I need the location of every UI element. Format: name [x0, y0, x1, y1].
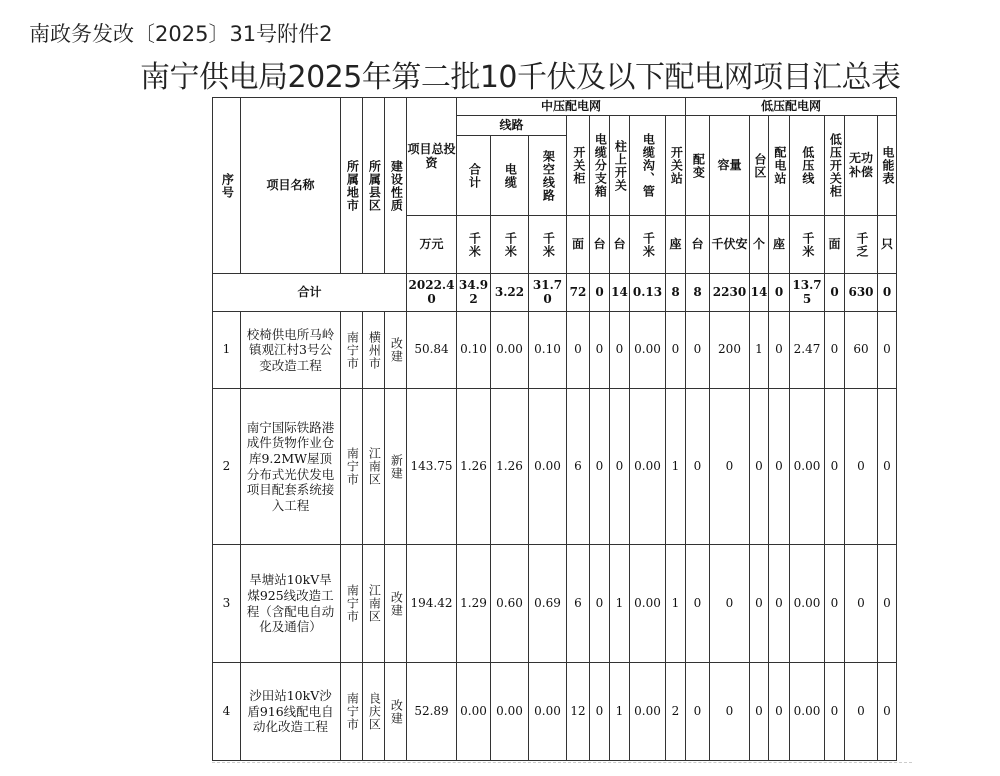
row-transformer: 0 — [686, 312, 710, 389]
row-line-cable: 0.60 — [491, 545, 529, 663]
unit-meter: 只 — [878, 216, 897, 274]
table-row — [213, 312, 897, 389]
row-line-total: 0.10 — [457, 312, 491, 389]
row-reactive: 0 — [845, 389, 878, 545]
row-city: 南宁市 — [341, 389, 363, 545]
row-line-overhead: 0.69 — [529, 545, 567, 663]
row-cable-box: 0 — [590, 312, 610, 389]
row-pole-switch: 1 — [610, 545, 630, 663]
header-seq: 序号 — [213, 98, 241, 274]
row-project-name: 校椅供电所马岭镇观江村3号公变改造工程 — [241, 312, 341, 389]
row-capacity: 0 — [710, 389, 750, 545]
total-lv-switchgear: 0 — [825, 274, 845, 312]
unit-cable-box: 台 — [590, 216, 610, 274]
unit-overhead: 千米 — [529, 216, 567, 274]
total-area: 14 — [750, 274, 769, 312]
row-project-name: 沙田站10kV沙盾916线配电自动化改造工程 — [241, 663, 341, 761]
row-reactive: 0 — [845, 545, 878, 663]
row-switch-station: 1 — [666, 389, 686, 545]
header-county: 所属县区 — [363, 98, 385, 274]
row-lv-line: 0.00 — [790, 389, 825, 545]
row-line-cable: 0.00 — [491, 312, 529, 389]
row-nature: 改建 — [385, 312, 407, 389]
total-line-cable: 3.22 — [491, 274, 529, 312]
row-dist-room: 0 — [769, 545, 790, 663]
row-pole-switch: 0 — [610, 389, 630, 545]
row-seq: 4 — [213, 663, 241, 761]
row-meter: 0 — [878, 545, 897, 663]
row-dist-room: 0 — [769, 312, 790, 389]
row-transformer: 0 — [686, 389, 710, 545]
header-lv-line: 低压线 — [790, 116, 825, 216]
row-lv-line: 2.47 — [790, 312, 825, 389]
row-seq: 2 — [213, 389, 241, 545]
row-county: 江南区 — [363, 545, 385, 663]
header-switchgear: 开关柜 — [567, 116, 590, 216]
total-switchgear: 72 — [567, 274, 590, 312]
unit-invest: 万元 — [407, 216, 457, 274]
row-switchgear: 6 — [567, 545, 590, 663]
row-county: 良庆区 — [363, 663, 385, 761]
row-line-overhead: 0.00 — [529, 663, 567, 761]
row-seq: 3 — [213, 545, 241, 663]
row-capacity: 200 — [710, 312, 750, 389]
unit-switchgear: 面 — [567, 216, 590, 274]
header-capacity: 容量 — [710, 116, 750, 216]
row-line-cable: 0.00 — [491, 663, 529, 761]
row-area: 1 — [750, 312, 769, 389]
row-lv-switchgear: 0 — [825, 389, 845, 545]
row-cable-box: 0 — [590, 663, 610, 761]
header-pole-switch: 柱上开关 — [610, 116, 630, 216]
row-pole-switch: 1 — [610, 663, 630, 761]
header-nature: 建设性质 — [385, 98, 407, 274]
header-line-group: 线路 — [457, 116, 567, 136]
row-area: 0 — [750, 389, 769, 545]
total-capacity: 2230 — [710, 274, 750, 312]
unit-switch-station: 座 — [666, 216, 686, 274]
header-cable-box: 电缆分支箱 — [590, 116, 610, 216]
row-dist-room: 0 — [769, 663, 790, 761]
unit-area: 个 — [750, 216, 769, 274]
header-trench: 电缆沟、管 — [630, 116, 666, 216]
unit-cable: 千米 — [491, 216, 529, 274]
header-mv-group: 中压配电网 — [457, 98, 686, 116]
row-cable-box: 0 — [590, 389, 610, 545]
total-meter: 0 — [878, 274, 897, 312]
row-switchgear: 12 — [567, 663, 590, 761]
row-cable-box: 0 — [590, 545, 610, 663]
row-seq: 1 — [213, 312, 241, 389]
unit-dist-room: 座 — [769, 216, 790, 274]
row-trench: 0.00 — [630, 312, 666, 389]
header-name: 项目名称 — [241, 98, 341, 274]
row-switch-station: 0 — [666, 312, 686, 389]
row-transformer: 0 — [686, 663, 710, 761]
total-cable-box: 0 — [590, 274, 610, 312]
summary-table-scan — [212, 97, 897, 761]
total-reactive: 630 — [845, 274, 878, 312]
row-nature: 改建 — [385, 663, 407, 761]
row-line-total: 1.29 — [457, 545, 491, 663]
row-switchgear: 6 — [567, 389, 590, 545]
row-meter: 0 — [878, 663, 897, 761]
row-meter: 0 — [878, 389, 897, 545]
row-city: 南宁市 — [341, 312, 363, 389]
total-label: 合计 — [213, 274, 407, 312]
row-invest: 194.42 — [407, 545, 457, 663]
row-trench: 0.00 — [630, 389, 666, 545]
row-city: 南宁市 — [341, 545, 363, 663]
unit-capacity: 千伏安 — [710, 216, 750, 274]
row-city: 南宁市 — [341, 663, 363, 761]
row-invest: 50.84 — [407, 312, 457, 389]
row-capacity: 0 — [710, 545, 750, 663]
row-invest: 52.89 — [407, 663, 457, 761]
row-line-overhead: 0.10 — [529, 312, 567, 389]
row-lv-switchgear: 0 — [825, 312, 845, 389]
unit-pole-switch: 台 — [610, 216, 630, 274]
total-lv-line: 13.75 — [790, 274, 825, 312]
row-trench: 0.00 — [630, 545, 666, 663]
row-county: 横州市 — [363, 312, 385, 389]
row-trench: 0.00 — [630, 663, 666, 761]
row-line-total: 0.00 — [457, 663, 491, 761]
row-area: 0 — [750, 663, 769, 761]
header-meter: 电能表 — [878, 116, 897, 216]
header-switch-station: 开关站 — [666, 116, 686, 216]
total-transformer: 8 — [686, 274, 710, 312]
header-lv-group: 低压配电网 — [686, 98, 897, 116]
row-line-cable: 1.26 — [491, 389, 529, 545]
project-summary-table — [212, 97, 897, 761]
row-transformer: 0 — [686, 545, 710, 663]
row-capacity: 0 — [710, 663, 750, 761]
total-invest: 2022.40 — [407, 274, 457, 312]
row-lv-switchgear: 0 — [825, 663, 845, 761]
row-switch-station: 2 — [666, 663, 686, 761]
row-switch-station: 1 — [666, 545, 686, 663]
header-dist-room: 配电站 — [769, 116, 790, 216]
row-pole-switch: 0 — [610, 312, 630, 389]
total-row — [213, 274, 897, 312]
document-reference: 南政务发改〔2025〕31号附件2 — [29, 22, 333, 46]
header-line-cable: 电缆 — [491, 136, 529, 216]
row-lv-line: 0.00 — [790, 663, 825, 761]
row-lv-switchgear: 0 — [825, 545, 845, 663]
table-row — [213, 389, 897, 545]
header-city: 所属地市 — [341, 98, 363, 274]
row-invest: 143.75 — [407, 389, 457, 545]
row-reactive: 60 — [845, 312, 878, 389]
unit-lv-switchgear: 面 — [825, 216, 845, 274]
row-project-name: 旱塘站10kV旱煤925线改造工程（含配电自动化及通信） — [241, 545, 341, 663]
row-meter: 0 — [878, 312, 897, 389]
table-row — [213, 545, 897, 663]
row-nature: 改建 — [385, 545, 407, 663]
unit-total: 千米 — [457, 216, 491, 274]
document-title: 南宁供电局2025年第二批10千伏及以下配电网项目汇总表 — [140, 60, 901, 95]
total-dist-room: 0 — [769, 274, 790, 312]
row-nature: 新建 — [385, 389, 407, 545]
header-reactive: 无功补偿 — [845, 116, 878, 216]
total-line-overhead: 31.70 — [529, 274, 567, 312]
header-area: 台区 — [750, 116, 769, 216]
total-pole-switch: 14 — [610, 274, 630, 312]
page-edge-divider — [212, 762, 912, 763]
header-line-total: 合计 — [457, 136, 491, 216]
total-switch-station: 8 — [666, 274, 686, 312]
total-trench: 0.13 — [630, 274, 666, 312]
header-line-overhead: 架空线路 — [529, 136, 567, 216]
header-transformer: 配变 — [686, 116, 710, 216]
unit-reactive: 千乏 — [845, 216, 878, 274]
row-line-total: 1.26 — [457, 389, 491, 545]
row-project-name: 南宁国际铁路港成件货物作业仓库9.2MW屋顶分布式光伏发电项目配套系统接入工程 — [241, 389, 341, 545]
header-invest: 项目总投资 — [407, 98, 457, 216]
row-switchgear: 0 — [567, 312, 590, 389]
row-county: 江南区 — [363, 389, 385, 545]
row-line-overhead: 0.00 — [529, 389, 567, 545]
unit-transformer: 台 — [686, 216, 710, 274]
unit-lv-line: 千米 — [790, 216, 825, 274]
row-lv-line: 0.00 — [790, 545, 825, 663]
row-area: 0 — [750, 545, 769, 663]
row-reactive: 0 — [845, 663, 878, 761]
row-dist-room: 0 — [769, 389, 790, 545]
header-lv-switchgear: 低压开关柜 — [825, 116, 845, 216]
total-line-total: 34.92 — [457, 274, 491, 312]
table-row — [213, 663, 897, 761]
unit-trench: 千米 — [630, 216, 666, 274]
